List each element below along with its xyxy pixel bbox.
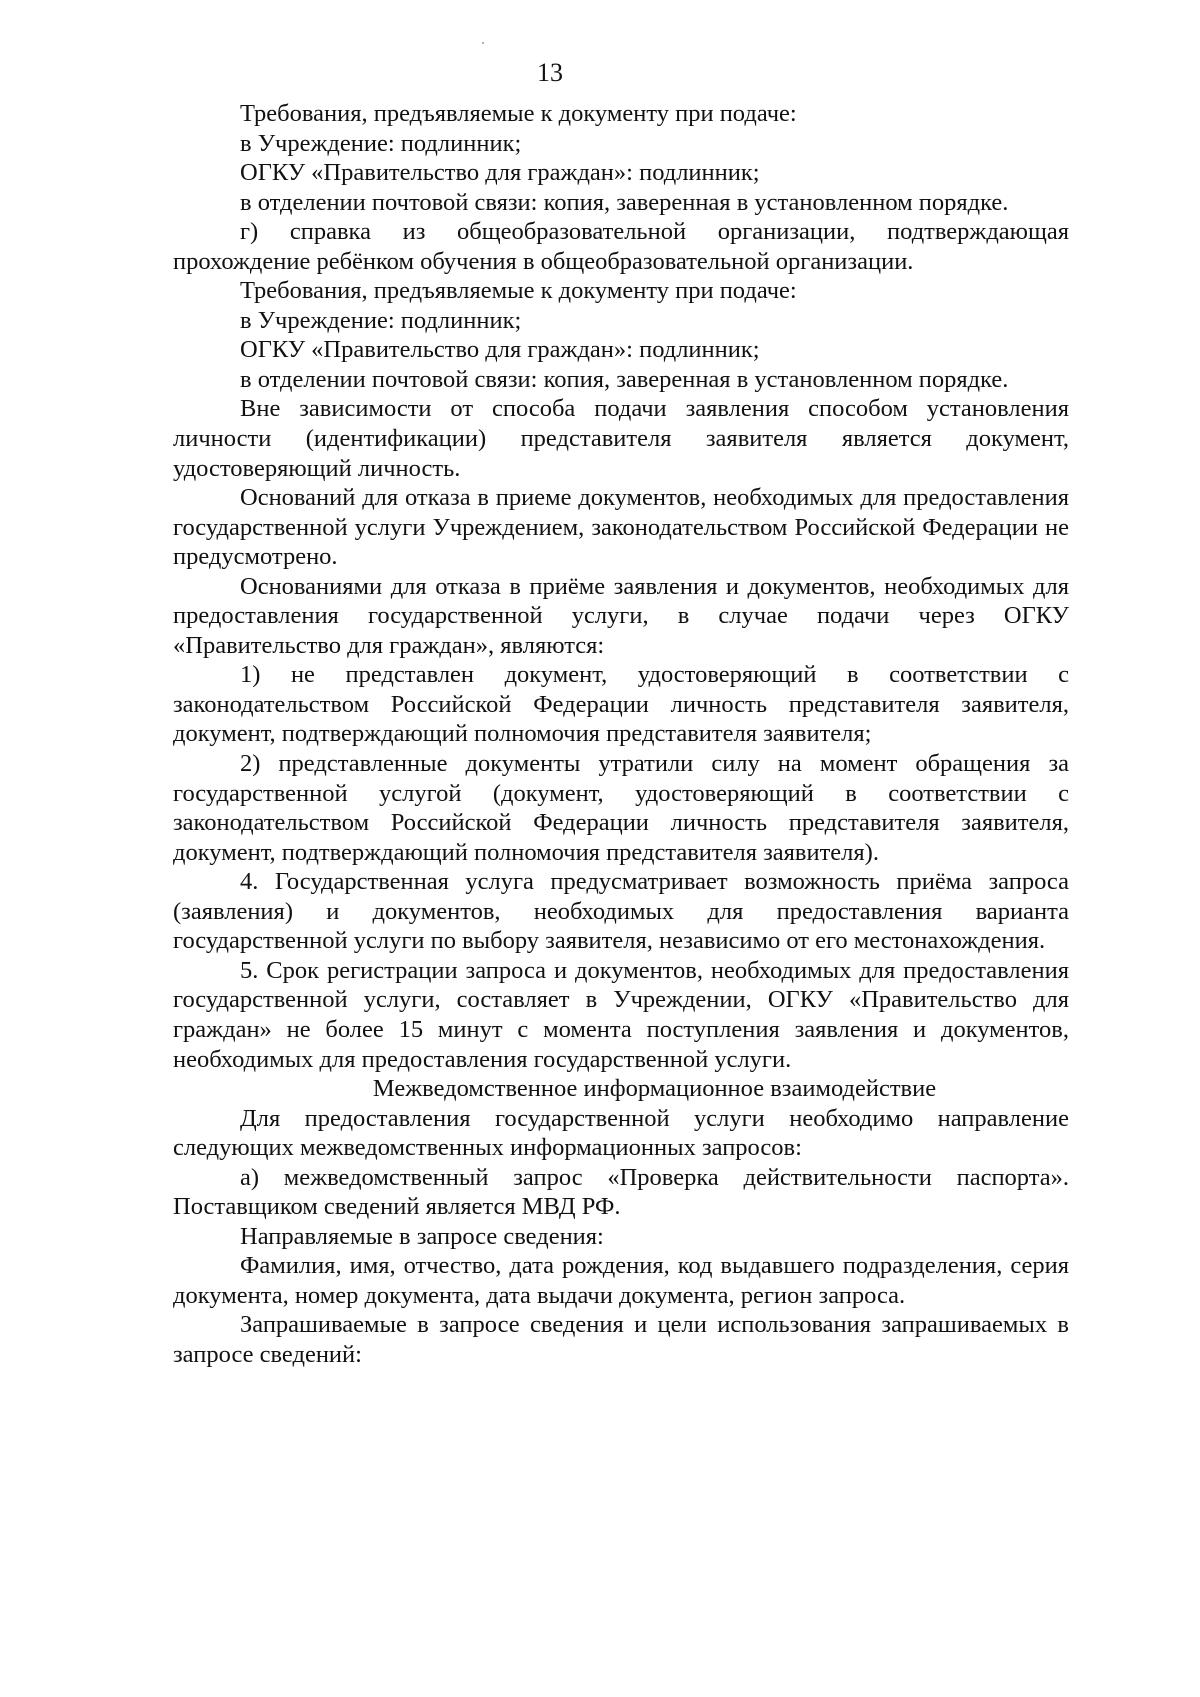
paragraph-institution-original-1: в Учреждение: подлинник;	[240, 129, 522, 157]
paragraph-sent-data-list: Фамилия, имя, отчество, дата рождения, код выдавшего подразделения, серия документа, номер документа, дата выдачи документа, регион запроса.	[173, 1252, 1069, 1309]
paragraph-postal-copy-2: в отделении почтовой связи: копия, заверенная в установленном порядке.	[240, 365, 1009, 393]
page-number: 13	[537, 58, 563, 87]
paragraph-refusal-ground-1: 1) не представлен документ, удостоверяющий в соответствии с законодательством Российской Федерации личность представителя заявителя, документ, подтверждающий полномочия представителя заявителя;	[173, 661, 1069, 748]
paragraph-ogku-original-2: ОГКУ «Правительство для граждан»: подлинник;	[240, 336, 760, 364]
paragraph-item-5-registration-term: 5. Срок регистрации запроса и документов, необходимых для предоставления государственной услуги, составляет в Учреждении, ОГКУ «Правительство для граждан» не более 15 минут с момента поступления заявления и документов, необходимых для предоставления государственной услуги.	[173, 956, 1069, 1073]
paragraph-identity-document: Вне зависимости от способа подачи заявления способом установления личности (идентификации) представителя заявителя является документ, удостоверяющий личность.	[173, 395, 1069, 482]
paragraph-interagency-requests: Для предоставления государственной услуги необходимо направление следующих межведомственных информационных запросов:	[173, 1104, 1069, 1162]
paragraph-requirements-2: Требования, предъявляемые к документу при подаче:	[240, 277, 797, 305]
paragraph-requirements-1: Требования, предъявляемые к документу при подаче:	[240, 100, 797, 127]
paragraph-refusal-ground-2: 2) представленные документы утратили силу на момент обращения за государственной услугой (документ, удостоверяющий в соответствии с законодательством Российской Федерации личность представителя заявителя, документ, подтверждающий полномочия представителя заявителя).	[173, 750, 1069, 866]
paragraph-ogku-original-1: ОГКУ «Правительство для граждан»: подлинник;	[240, 159, 760, 187]
paragraph-no-refusal-grounds: Оснований для отказа в приеме документов, необходимых для предоставления государственной услуги Учреждением, законодательством Российской Федерации не предусмотрено.	[173, 484, 1069, 571]
paragraph-item-g-school-certificate: г) справка из общеобразовательной организации, подтверждающая прохождение ребёнком обучения в общеобразовательной организации.	[173, 218, 1069, 275]
document-body	[173, 99, 1069, 1370]
scan-speck	[482, 42, 484, 44]
paragraph-refusal-grounds-ogku: Основаниями для отказа в приёме заявления и документов, необходимых для предоставления государственной услуги, в случае подачи через ОГКУ «Правительство для граждан», являются:	[173, 572, 1069, 659]
paragraph-requested-data: Запрашиваемые в запросе сведения и цели использования запрашиваемых в запросе сведений:	[173, 1311, 1069, 1368]
paragraph-item-4-extraterritorial: 4. Государственная услуга предусматривает возможность приёма запроса (заявления) и документов, необходимых для предоставления варианта государственной услуги по выбору заявителя, независимо от его местонахождения.	[173, 868, 1069, 955]
paragraph-sent-data-heading: Направляемые в запросе сведения:	[240, 1222, 604, 1250]
paragraph-postal-copy-1: в отделении почтовой связи: копия, заверенная в установленном порядке.	[240, 188, 1009, 216]
section-heading-interagency: Межведомственное информационное взаимодействие	[372, 1075, 937, 1103]
paragraph-institution-original-2: в Учреждение: подлинник;	[240, 306, 522, 334]
paragraph-item-a-passport-check: а) межведомственный запрос «Проверка действительности паспорта». Поставщиком сведений является МВД РФ.	[173, 1163, 1069, 1221]
